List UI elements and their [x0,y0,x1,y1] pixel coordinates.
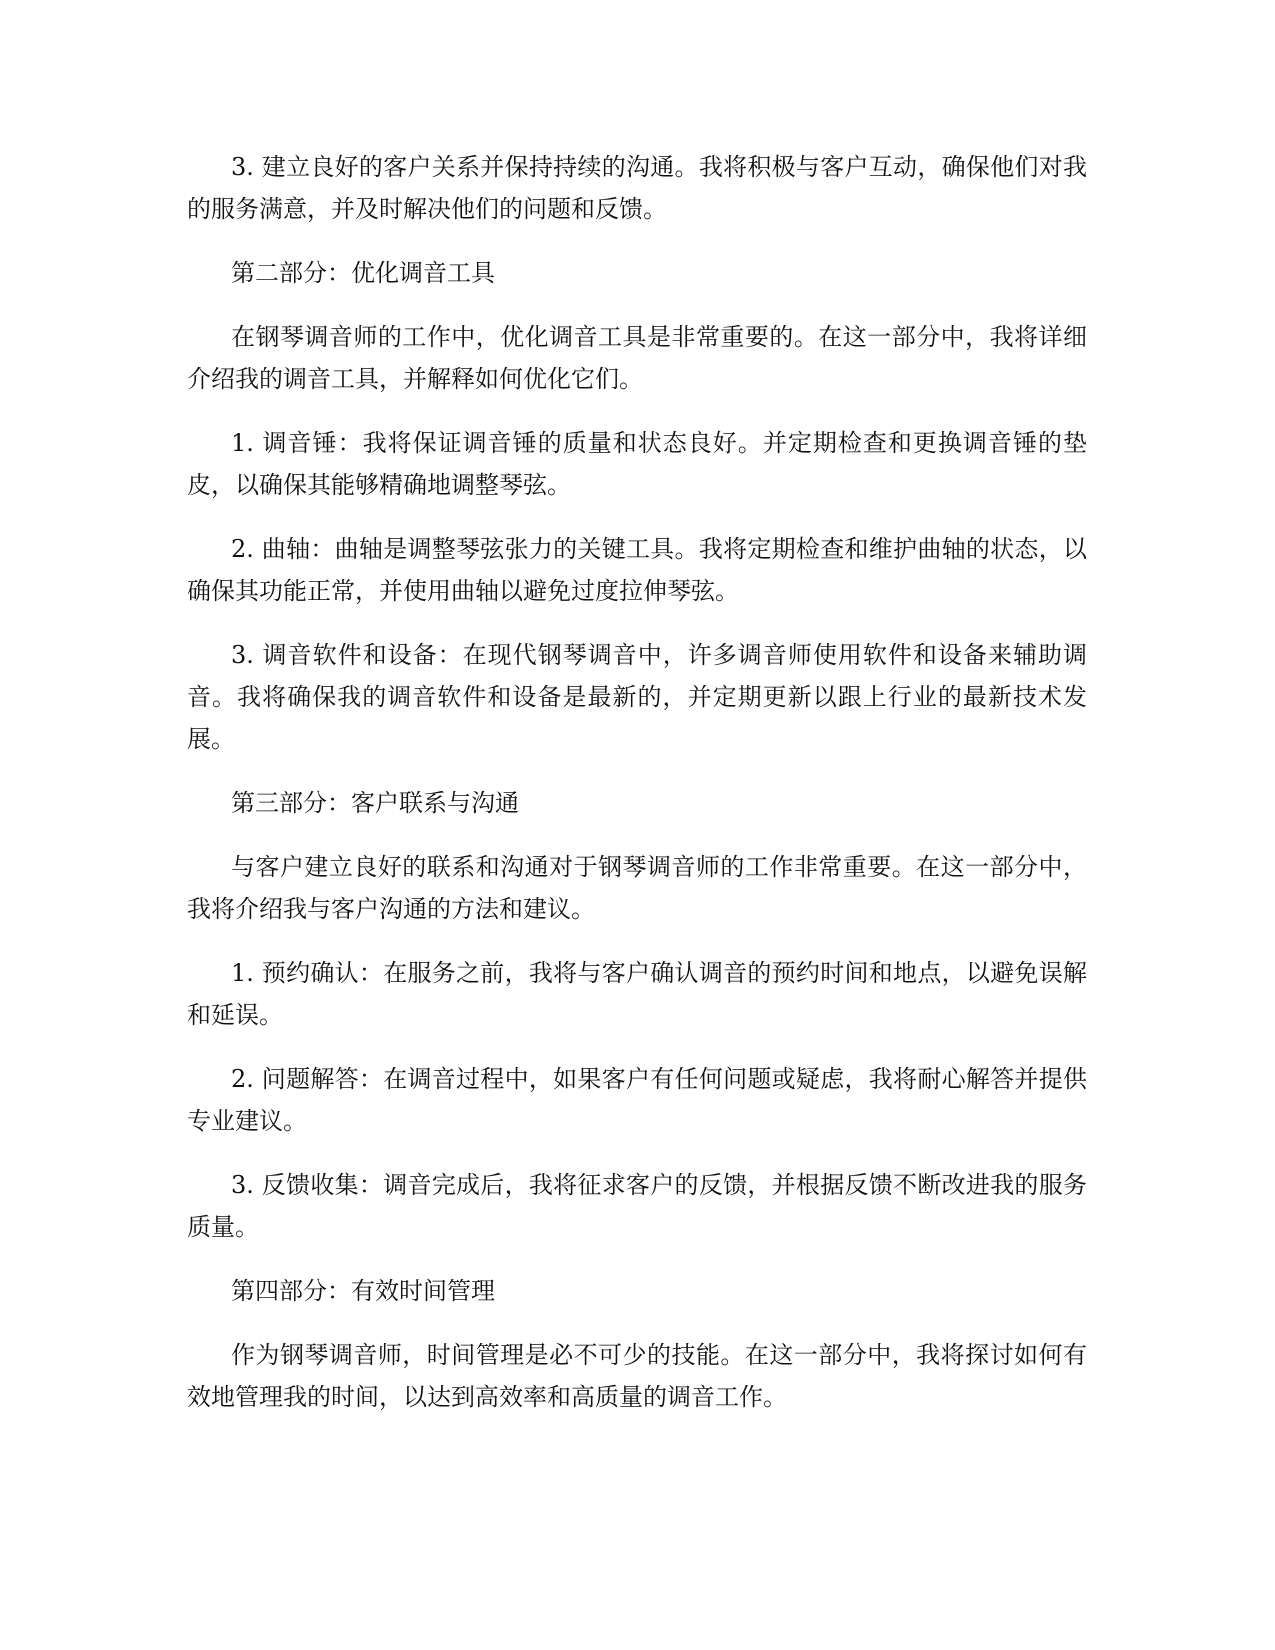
paragraph-appointment: 1. 预约确认：在服务之前，我将与客户确认调音的预约时间和地点，以避免误解和延误。 [187,959,1087,1029]
paragraph-communication-intro: 与客户建立良好的联系和沟通对于钢琴调音师的工作非常重要。在这一部分中，我将介绍我与客户沟通的方法和建议。 [187,853,1087,923]
paragraph-customer-relations: 3. 建立良好的客户关系并保持持续的沟通。我将积极与客户互动，确保他们对我的服务满意，并及时解决他们的问题和反馈。 [187,153,1087,223]
paragraph-time-intro: 作为钢琴调音师，时间管理是必不可少的技能。在这一部分中，我将探讨如何有效地管理我的时间，以达到高效率和高质量的调音工作。 [187,1341,1087,1411]
section-heading-communication: 第三部分：客户联系与沟通 [231,789,519,817]
paragraph-crank: 2. 曲轴：曲轴是调整琴弦张力的关键工具。我将定期检查和维护曲轴的状态，以确保其功能正常，并使用曲轴以避免过度拉伸琴弦。 [187,535,1087,605]
paragraph-tuning-hammer: 1. 调音锤：我将保证调音锤的质量和状态良好。并定期检查和更换调音锤的垫皮，以确保其能够精确地调整琴弦。 [187,429,1087,499]
section-heading-time: 第四部分：有效时间管理 [231,1277,495,1305]
paragraph-feedback: 3. 反馈收集：调音完成后，我将征求客户的反馈，并根据反馈不断改进我的服务质量。 [187,1171,1087,1241]
paragraph-tools-intro: 在钢琴调音师的工作中，优化调音工具是非常重要的。在这一部分中，我将详细介绍我的调音工具，并解释如何优化它们。 [187,323,1087,393]
paragraph-software-devices: 3. 调音软件和设备：在现代钢琴调音中，许多调音师使用软件和设备来辅助调音。我将确保我的调音软件和设备是最新的，并定期更新以跟上行业的最新技术发展。 [187,641,1087,753]
document-body [187,146,1087,1440]
paragraph-questions: 2. 问题解答：在调音过程中，如果客户有任何问题或疑虑，我将耐心解答并提供专业建议。 [187,1065,1087,1135]
section-heading-tools: 第二部分：优化调音工具 [231,259,495,287]
